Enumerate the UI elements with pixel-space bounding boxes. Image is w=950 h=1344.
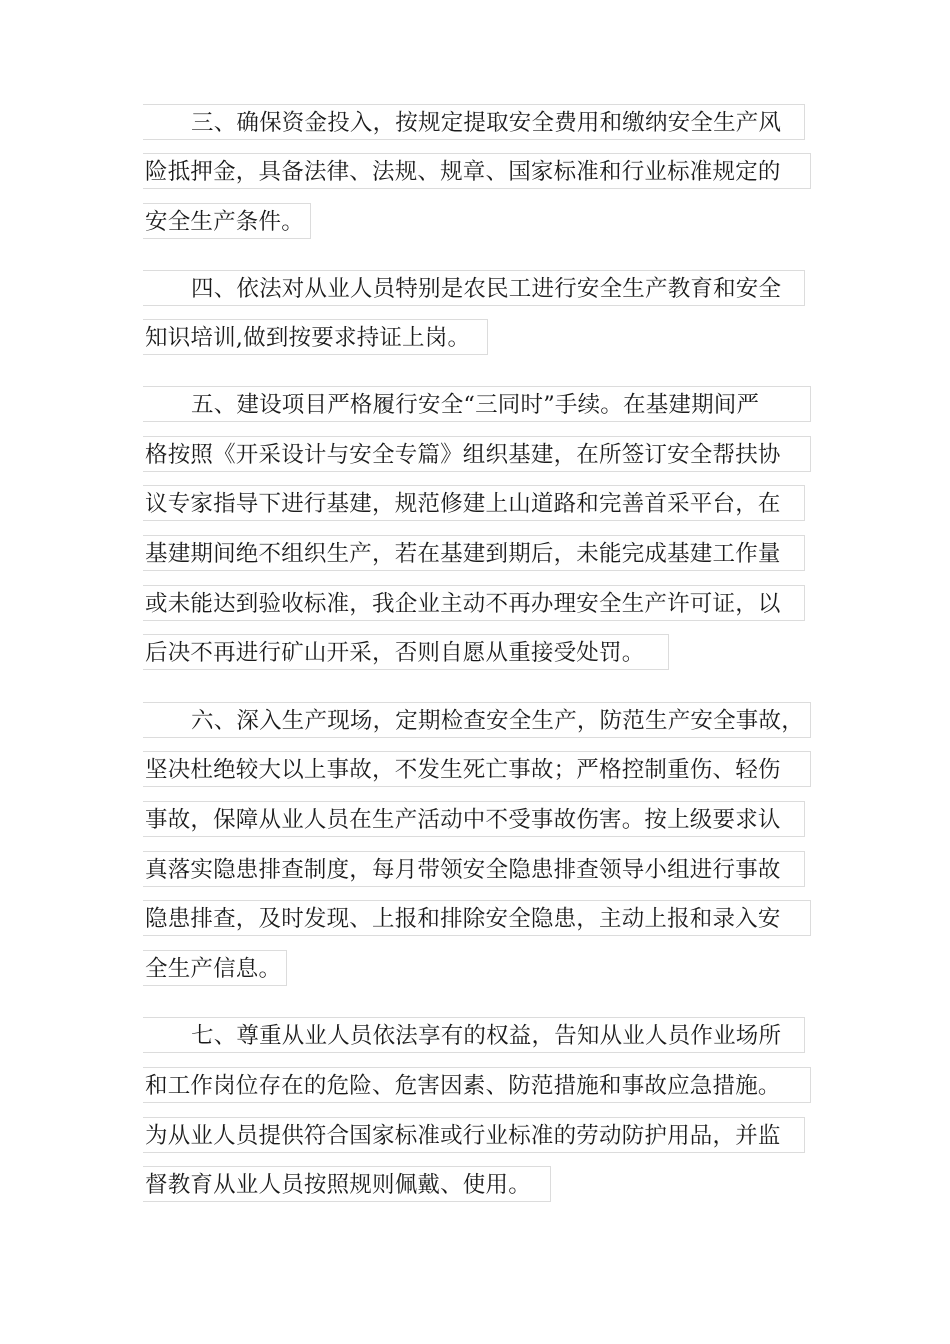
paragraph-line: 隐患排查，及时发现、上报和排除安全隐患，主动上报和录入安: [143, 900, 811, 936]
paragraph-line: 或未能达到验收标准，我企业主动不再办理安全生产许可证，以: [143, 585, 805, 621]
paragraph-line: 险抵押金，具备法律、法规、规章、国家标准和行业标准规定的: [143, 153, 811, 189]
paragraph-line: 真落实隐患排查制度，每月带领安全隐患排查领导小组进行事故: [143, 851, 805, 887]
paragraph-line: 六、深入生产现场，定期检查安全生产，防范生产安全事故，: [143, 702, 811, 738]
paragraph-line: 四、依法对从业人员特别是农民工进行安全生产教育和安全: [143, 270, 805, 306]
paragraph-line: 三、确保资金投入，按规定提取安全费用和缴纳安全生产风: [143, 104, 805, 140]
paragraph-line: 坚决杜绝较大以上事故，不发生死亡事故；严格控制重伤、轻伤: [143, 751, 811, 787]
paragraph-line: 基建期间绝不组织生产，若在基建到期后，未能完成基建工作量: [143, 535, 805, 571]
paragraph-line: 督教育从业人员按照规则佩戴、使用。: [143, 1166, 551, 1202]
paragraph-line: 事故，保障从业人员在生产活动中不受事故伤害。按上级要求认: [143, 801, 805, 837]
paragraph-line: 议专家指导下进行基建，规范修建上山道路和完善首采平台，在: [143, 485, 805, 521]
paragraph-line: 全生产信息。: [143, 950, 287, 986]
paragraph-line: 为从业人员提供符合国家标准或行业标准的劳动防护用品，并监: [143, 1117, 805, 1153]
paragraph-line: 五、建设项目严格履行安全“三同时”手续。在基建期间严: [143, 386, 811, 422]
paragraph-line: 知识培训,做到按要求持证上岗。: [143, 319, 488, 355]
paragraph-line: 后决不再进行矿山开采，否则自愿从重接受处罚。: [143, 634, 669, 670]
paragraph-line: 七、尊重从业人员依法享有的权益，告知从业人员作业场所: [143, 1017, 805, 1053]
paragraph-line: 格按照《开采设计与安全专篇》组织基建，在所签订安全帮扶协: [143, 436, 811, 472]
paragraph-line: 和工作岗位存在的危险、危害因素、防范措施和事故应急措施。: [143, 1067, 811, 1103]
paragraph-line: 安全生产条件。: [143, 203, 311, 239]
